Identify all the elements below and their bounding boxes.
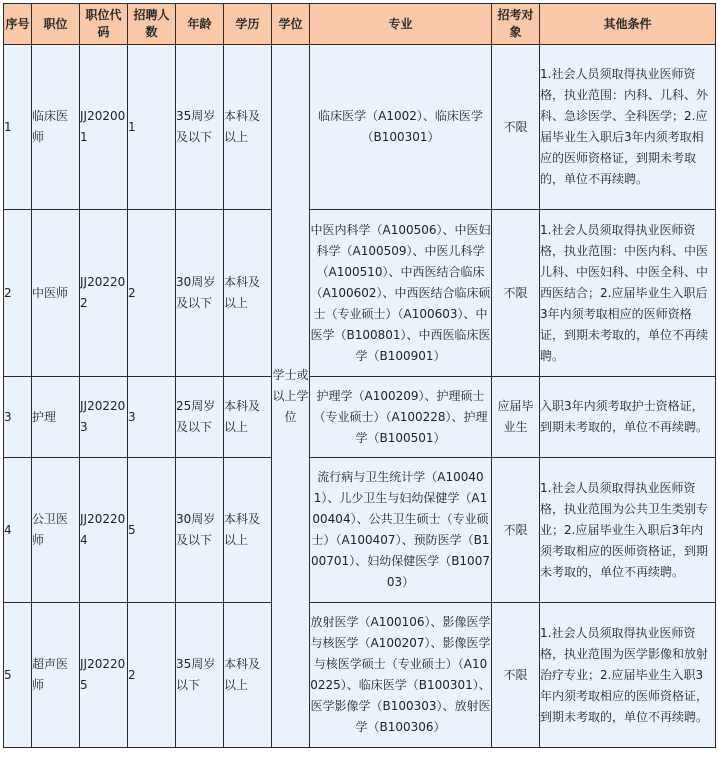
header-conditions: 其他条件 (540, 4, 716, 45)
header-code: 职位代码 (80, 4, 128, 45)
cell-target: 不限 (492, 458, 540, 603)
cell-major: 流行病与卫生统计学（A100401）、儿少卫生与妇幼保健学（A100404）、公共卫生硕士（专业硕士）（A100407）、预防医学（B100701）、妇幼保健医学（B100703） (310, 458, 492, 603)
cell-position: 公卫医师 (32, 458, 80, 603)
cell-count: 2 (128, 603, 176, 748)
cell-education: 本科及以上 (224, 210, 272, 377)
cell-degree-shared: 学士或以上学位 (272, 45, 310, 748)
cell-position: 中医师 (32, 210, 80, 377)
table-row (4, 458, 716, 603)
cell-conditions: 1.社会人员须取得执业医师资格，执业范围为公共卫生类别专业；2.应届毕业生入职后3年内须考取相应的医师资格证，到期未考取的，单位不再续聘。 (540, 458, 716, 603)
cell-seq: 1 (4, 45, 32, 210)
cell-major: 放射医学（A100106）、影像医学与核医学（A100207）、影像医学与核医学硕士（专业硕士）（A100225）、临床医学（B100301）、医学影像学（B100303）、放射医学（B100306） (310, 603, 492, 748)
cell-position: 护理 (32, 377, 80, 458)
header-degree: 学位 (272, 4, 310, 45)
cell-code: JJ202203 (80, 377, 128, 458)
table-row (4, 377, 716, 458)
cell-count: 3 (128, 377, 176, 458)
cell-education: 本科及以上 (224, 458, 272, 603)
header-education: 学历 (224, 4, 272, 45)
cell-major: 中医内科学（A100506）、中医妇科学（A100509）、中医儿科学（A100510）、中西医结合临床（A100602）、中西医结合临床硕士（专业硕士）（A100603）、中医学（B100801）、中西医临床医学（B100901） (310, 210, 492, 377)
recruitment-table (3, 3, 716, 748)
cell-count: 1 (128, 45, 176, 210)
cell-education: 本科及以上 (224, 603, 272, 748)
cell-position: 临床医师 (32, 45, 80, 210)
cell-code: JJ202205 (80, 603, 128, 748)
table-row (4, 603, 716, 748)
cell-position: 超声医师 (32, 603, 80, 748)
cell-age: 35周岁及以下 (176, 45, 224, 210)
cell-target: 不限 (492, 603, 540, 748)
header-row (4, 4, 716, 45)
cell-code: JJ202202 (80, 210, 128, 377)
cell-seq: 4 (4, 458, 32, 603)
cell-seq: 3 (4, 377, 32, 458)
cell-target: 不限 (492, 45, 540, 210)
cell-target: 应届毕业生 (492, 377, 540, 458)
cell-age: 25周岁及以下 (176, 377, 224, 458)
header-seq: 序号 (4, 4, 32, 45)
cell-conditions: 1.社会人员须取得执业医师资格，执业范围：内科、儿科、外科、急诊医学、全科医学；2.应届毕业生入职后3年内须考取相应的医师资格证，到期未考取的，单位不再续聘。 (540, 45, 716, 210)
cell-age: 30周岁及以下 (176, 458, 224, 603)
cell-education: 本科及以上 (224, 377, 272, 458)
cell-conditions: 1.社会人员须取得执业医师资格，执业范围：中医内科、中医儿科、中医妇科、中医全科、中西医结合；2.应届毕业生入职后3年内须考取相应的医师资格证，到期未考取的，单位不再续聘。 (540, 210, 716, 377)
cell-conditions: 入职3年内须考取护士资格证，到期未考取的，单位不再续聘。 (540, 377, 716, 458)
cell-count: 5 (128, 458, 176, 603)
cell-seq: 2 (4, 210, 32, 377)
cell-seq: 5 (4, 603, 32, 748)
cell-target: 不限 (492, 210, 540, 377)
cell-age: 30周岁及以下 (176, 210, 224, 377)
cell-education: 本科及以上 (224, 45, 272, 210)
cell-code: JJ202204 (80, 458, 128, 603)
table-row (4, 210, 716, 377)
cell-major: 临床医学（A1002）、临床医学（B100301） (310, 45, 492, 210)
header-target: 招考对象 (492, 4, 540, 45)
header-age: 年龄 (176, 4, 224, 45)
header-count: 招聘人数 (128, 4, 176, 45)
header-position: 职位 (32, 4, 80, 45)
cell-code: JJ202001 (80, 45, 128, 210)
cell-major: 护理学（A100209）、护理硕士（专业硕士）（A100228）、护理学（B100501） (310, 377, 492, 458)
cell-conditions: 1.社会人员须取得执业医师资格，执业范围为医学影像和放射治疗专业；2.应届毕业生入职3年内须考取相应的医师资格证，到期未考取的，单位不再续聘。 (540, 603, 716, 748)
cell-age: 35周岁以下 (176, 603, 224, 748)
cell-count: 2 (128, 210, 176, 377)
header-major: 专业 (310, 4, 492, 45)
table-row (4, 45, 716, 210)
